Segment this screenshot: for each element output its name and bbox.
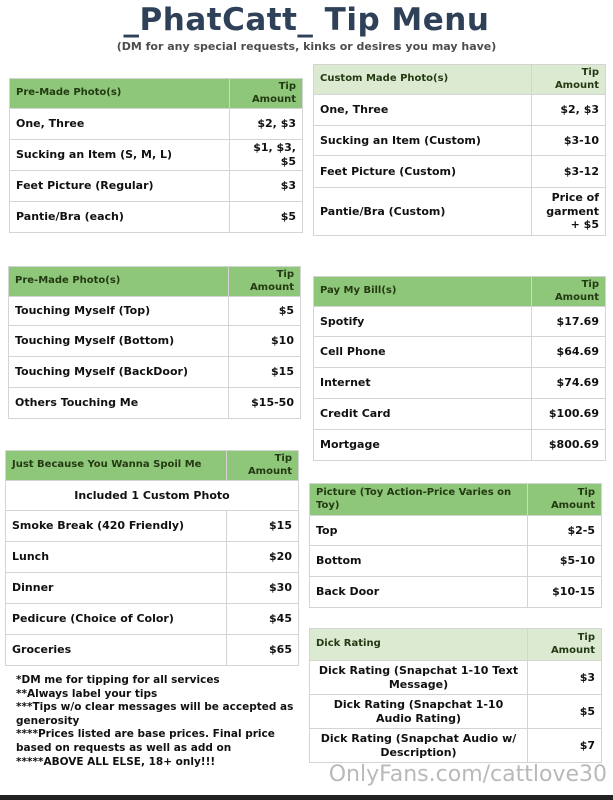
table-header: Dick Rating bbox=[310, 629, 528, 661]
item-price: $3 bbox=[528, 661, 602, 695]
item-label: Dick Rating (Snapchat Audio w/ Description) bbox=[310, 729, 528, 763]
item-label: Cell Phone bbox=[314, 337, 532, 368]
item-label: Feet Picture (Regular) bbox=[10, 171, 230, 202]
item-label: Spotify bbox=[314, 307, 532, 337]
item-price: $800.69 bbox=[532, 430, 606, 461]
footnote: *DM me for tipping for all services bbox=[16, 674, 220, 686]
item-price: $5 bbox=[229, 297, 301, 326]
page-title: _PhatCatt_ Tip Menu bbox=[123, 2, 490, 38]
item-label: Touching Myself (Top) bbox=[9, 297, 229, 326]
item-label: Back Door bbox=[310, 577, 528, 608]
item-price: $17.69 bbox=[532, 307, 606, 337]
table-header: Picture (Toy Action-Price Varies on Toy) bbox=[310, 484, 528, 516]
item-price: $3-10 bbox=[532, 126, 606, 156]
item-label: One, Three bbox=[10, 109, 230, 140]
footnote: ***Tips w/o clear messages will be accepted as generosity bbox=[16, 701, 294, 727]
included-note: Included 1 Custom Photo bbox=[6, 481, 299, 511]
item-label: Touching Myself (Bottom) bbox=[9, 326, 229, 357]
table-header: Pre-Made Photo(s) bbox=[10, 79, 230, 109]
item-price: $45 bbox=[227, 604, 299, 635]
item-price: $3-12 bbox=[532, 156, 606, 188]
amount-header: Tip Amount bbox=[227, 451, 299, 481]
footnote: **Always label your tips bbox=[16, 687, 158, 700]
item-label: Sucking an Item (S, M, L) bbox=[10, 140, 230, 171]
custom-photos-table bbox=[313, 64, 606, 236]
table-header: Custom Made Photo(s) bbox=[314, 65, 532, 95]
item-price: $100.69 bbox=[532, 399, 606, 430]
item-price: $1, $3, $5 bbox=[230, 140, 303, 171]
item-label: Feet Picture (Custom) bbox=[314, 156, 532, 188]
item-label: Dick Rating (Snapchat 1-10 Audio Rating) bbox=[310, 695, 528, 729]
table-header: Pre-Made Photo(s) bbox=[9, 267, 229, 297]
item-price: $64.69 bbox=[532, 337, 606, 368]
item-price: $15 bbox=[229, 357, 301, 388]
toy-action-table bbox=[309, 483, 602, 608]
item-label: Dick Rating (Snapchat 1-10 Text Message) bbox=[310, 661, 528, 695]
footnote: *****ABOVE ALL ELSE, 18+ only!!! bbox=[16, 755, 216, 768]
page-subtitle: (DM for any special requests, kinks or desires you may have) bbox=[116, 40, 497, 53]
item-label: Mortgage bbox=[314, 430, 532, 461]
item-label: One, Three bbox=[314, 95, 532, 126]
bottom-divider bbox=[0, 795, 613, 800]
item-price: $15-50 bbox=[229, 388, 301, 419]
item-label: Pedicure (Choice of Color) bbox=[6, 604, 227, 635]
item-price: Price of garment + $5 bbox=[532, 188, 606, 236]
table-header: Pay My Bill(s) bbox=[314, 277, 532, 307]
item-label: Bottom bbox=[310, 546, 528, 577]
item-price: $2, $3 bbox=[230, 109, 303, 140]
item-price: $74.69 bbox=[532, 368, 606, 399]
item-price: $10 bbox=[229, 326, 301, 357]
rating-table bbox=[309, 628, 602, 763]
amount-header: Tip Amount bbox=[230, 79, 303, 109]
item-label: Groceries bbox=[6, 635, 227, 666]
item-price: $20 bbox=[227, 542, 299, 573]
footnote: ****Prices listed are base prices. Final price based on requests as well as add on bbox=[16, 728, 275, 754]
item-label: Pantie/Bra (each) bbox=[10, 202, 230, 233]
amount-header: Tip Amount bbox=[528, 484, 602, 516]
amount-header: Tip Amount bbox=[532, 65, 606, 95]
item-price: $7 bbox=[528, 729, 602, 763]
item-price: $2, $3 bbox=[532, 95, 606, 126]
premade-photos-table bbox=[9, 78, 303, 233]
amount-header: Tip Amount bbox=[229, 267, 301, 297]
amount-header: Tip Amount bbox=[532, 277, 606, 307]
table-header: Just Because You Wanna Spoil Me bbox=[6, 451, 227, 481]
item-label: Others Touching Me bbox=[9, 388, 229, 419]
item-price: $30 bbox=[227, 573, 299, 604]
item-label: Pantie/Bra (Custom) bbox=[314, 188, 532, 236]
item-price: $2-5 bbox=[528, 516, 602, 546]
premade-touching-table bbox=[8, 266, 301, 419]
pay-bills-table bbox=[313, 276, 606, 461]
item-price: $15 bbox=[227, 511, 299, 542]
item-price: $65 bbox=[227, 635, 299, 666]
item-price: $5 bbox=[230, 202, 303, 233]
item-price: $10-15 bbox=[528, 577, 602, 608]
item-price: $3 bbox=[230, 171, 303, 202]
amount-header: Tip Amount bbox=[528, 629, 602, 661]
item-price: $5-10 bbox=[528, 546, 602, 577]
spoil-me-table bbox=[5, 450, 299, 666]
item-label: Smoke Break (420 Friendly) bbox=[6, 511, 227, 542]
item-label: Dinner bbox=[6, 573, 227, 604]
footnotes bbox=[16, 674, 306, 769]
item-label: Internet bbox=[314, 368, 532, 399]
watermark: OnlyFans.com/cattlove30 bbox=[328, 762, 607, 787]
item-label: Credit Card bbox=[314, 399, 532, 430]
item-label: Lunch bbox=[6, 542, 227, 573]
item-label: Sucking an Item (Custom) bbox=[314, 126, 532, 156]
item-label: Touching Myself (BackDoor) bbox=[9, 357, 229, 388]
item-label: Top bbox=[310, 516, 528, 546]
item-price: $5 bbox=[528, 695, 602, 729]
